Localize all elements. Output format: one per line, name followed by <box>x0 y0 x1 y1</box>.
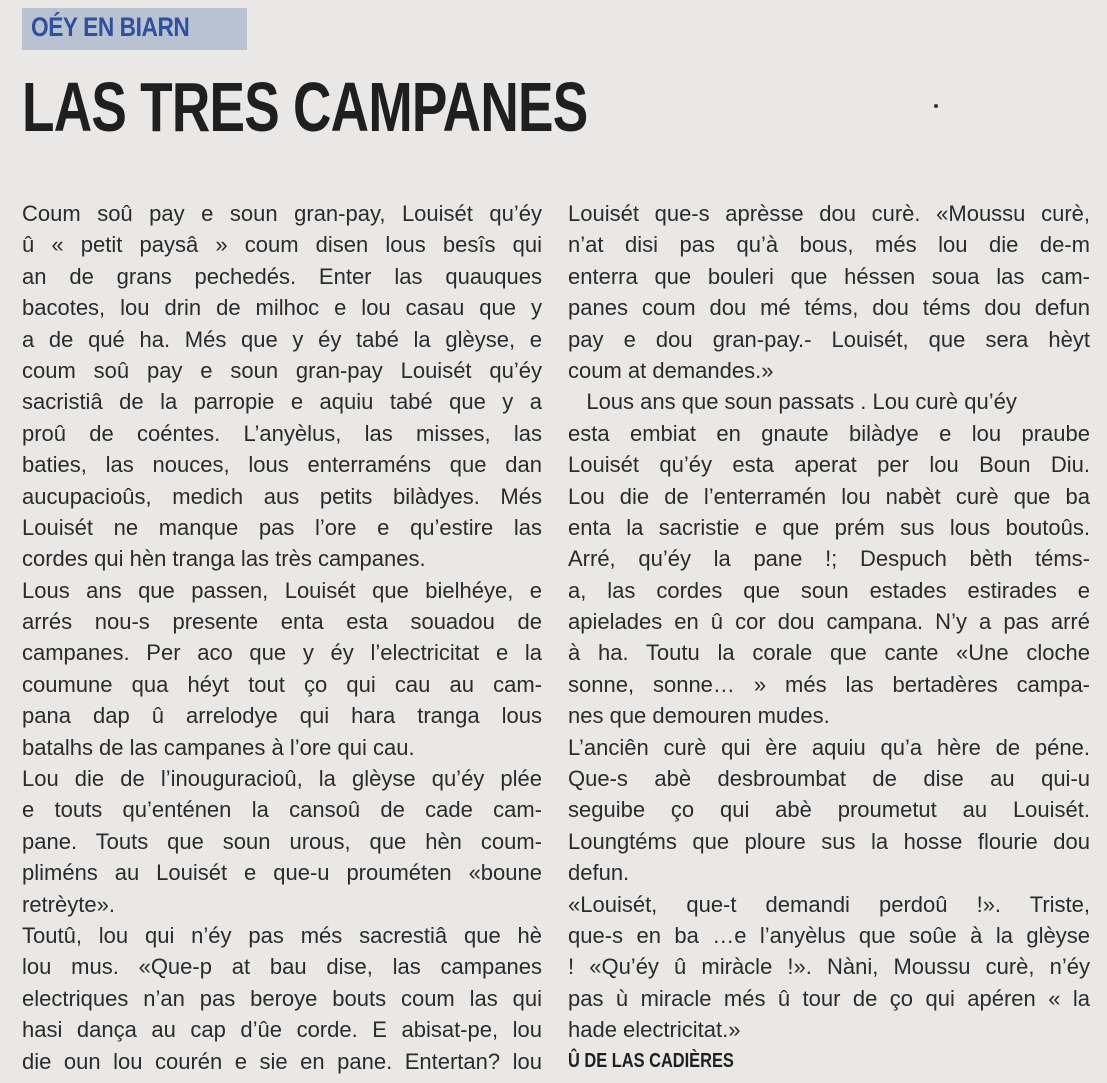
text-line: Loungtéms que ploure sus la hosse flourie dou <box>568 828 1090 854</box>
text-line: Que-s abè desbroumbat de dise au qui-u <box>568 766 1090 792</box>
text-line: Lous ans que soun passats . Lou curè qu’éy <box>568 389 1017 415</box>
print-speck <box>934 104 938 108</box>
text-line: a, las cordes que soun estades estirades e <box>568 577 1090 603</box>
text-line: ! «Qu’éy û miràcle !». Nàni, Moussu curè, n’éy <box>568 954 1090 980</box>
text-line: die oun lou courén e sie en pane. Entertan? lou <box>22 1048 542 1074</box>
text-line: proû de coéntes. L’anyèlus, las misses, las <box>22 420 542 446</box>
text-line: arrés nou-s presente enta esta souadou de <box>22 609 542 635</box>
text-line: electriques n’an pas beroye bouts coum las qui <box>22 985 542 1011</box>
article-column-left <box>22 198 542 1077</box>
text-line: cordes qui hèn tranga las très campanes. <box>22 546 426 572</box>
text-line: coumune qua héyt tout ço qui cau au cam- <box>22 671 542 697</box>
text-line: L’anciên curè qui ère aquiu qu’a hère de péne. <box>568 734 1090 760</box>
text-line: Toutû, lou qui n’éy pas més sacrestiâ que hè <box>22 922 542 948</box>
text-line: Louisét que-s aprèsse dou curè. «Moussu curè, <box>568 201 1090 226</box>
text-line: pas ù miracle més û tour de ço qui apéren « la <box>568 985 1090 1011</box>
text-line: Coum soû pay e soun gran-pay, Louisét qu’éy <box>22 201 542 226</box>
text-line: sacristiâ de la parropie e aquiu tabé que y a <box>22 389 542 415</box>
text-line: defun. <box>568 860 630 886</box>
text-line: pliméns au Louisét e que-u prouméten «boune <box>22 860 542 886</box>
text-line: hade electricitat.» <box>568 1017 741 1043</box>
text-line: que-s en ba …e l’anyèlus que soûe à la glèyse <box>568 922 1090 948</box>
text-line: «Louisét, que-t demandi perdoû !». Triste, <box>568 891 1090 917</box>
text-line: enterra que bouleri que héssen soua las cam- <box>568 263 1090 289</box>
text-line: à ha. Toutu la corale que cante «Une cloche <box>568 640 1090 666</box>
text-line: coum soû pay e soun gran-pay Louisét qu’éy <box>22 357 542 383</box>
text-line: batalhs de las campanes à l’ore qui cau. <box>22 734 415 760</box>
text-line: pana dap û arrelodye qui hara tranga lous <box>22 703 542 729</box>
text-line: sonne, sonne… » més las bertadères campa- <box>568 671 1090 697</box>
text-line: e touts qu’enténen la cansoû de cade cam- <box>22 797 542 823</box>
text-line: nes que demouren mudes. <box>568 703 830 729</box>
text-line: Lou die de l’enterramén lou nabèt curè que ba <box>568 483 1090 509</box>
text-line: hasi dança au cap d’ûe corde. E abisat-pe, lou <box>22 1017 542 1043</box>
text-line: campanes. Per aco que y éy l’electricitat e la <box>22 640 542 666</box>
section-rubric <box>22 8 247 50</box>
text-line: aucupacioûs, medich aus petits bilàdyes. Més <box>22 483 542 509</box>
text-line: a de qué ha. Més que y éy tabé la glèyse, e <box>22 326 542 352</box>
text-line: enta la sacristie e que prém sus lous boutoûs. <box>568 514 1090 540</box>
text-line: lou mus. «Que-p at bau dise, las campanes <box>22 954 542 980</box>
author-signature-text: Û DE LAS CADIÈRES <box>568 1049 734 1072</box>
text-line: Lous ans que passen, Louisét que bielhéye, e <box>22 577 542 603</box>
text-line: esta embiat en gnaute bilàdye e lou praube <box>568 420 1090 446</box>
text-line: û « petit paysâ » coum disen lous besîs qui <box>22 232 542 258</box>
text-line: pay e dou gran-pay.- Louisét, que sera hèyt <box>568 326 1090 352</box>
text-line: Louisét qu’éy esta aperat per lou Boun Diu. <box>568 452 1090 478</box>
author-signature <box>568 1046 1090 1077</box>
text-line: apielades en û cor dou campana. N’y a pas arré <box>568 609 1090 635</box>
text-line: Louisét ne manque pas l’ore e qu’estire las <box>22 514 542 540</box>
article-column-right <box>568 198 1090 1077</box>
text-line: Arré, qu’éy la pane !; Despuch bèth téms- <box>568 546 1090 572</box>
text-line: retrèyte». <box>22 891 115 917</box>
text-line: baties, las nouces, lous enterraméns que dan <box>22 452 542 478</box>
text-line: coum at demandes.» <box>568 357 774 383</box>
text-line: an de grans pechedés. Enter las quauques <box>22 263 542 289</box>
text-line: Lou die de l’inouguracioû, la glèyse qu’éy plée <box>22 766 542 792</box>
text-line: panes coum dou mé téms, dou téms dou defun <box>568 295 1090 321</box>
article-headline: LAS TRES CAMPANES <box>22 68 588 146</box>
text-line: bacotes, lou drin de milhoc e lou casau que y <box>22 295 542 321</box>
text-line: pane. Touts que soun urous, que hèn coum- <box>22 828 542 854</box>
text-line: n’at disi pas qu’à bous, més lou die de-m <box>568 232 1090 258</box>
section-rubric-label: OÉY EN BIARN <box>31 12 190 42</box>
text-line: seguibe ço qui abè proumetut au Louisét. <box>568 797 1090 823</box>
